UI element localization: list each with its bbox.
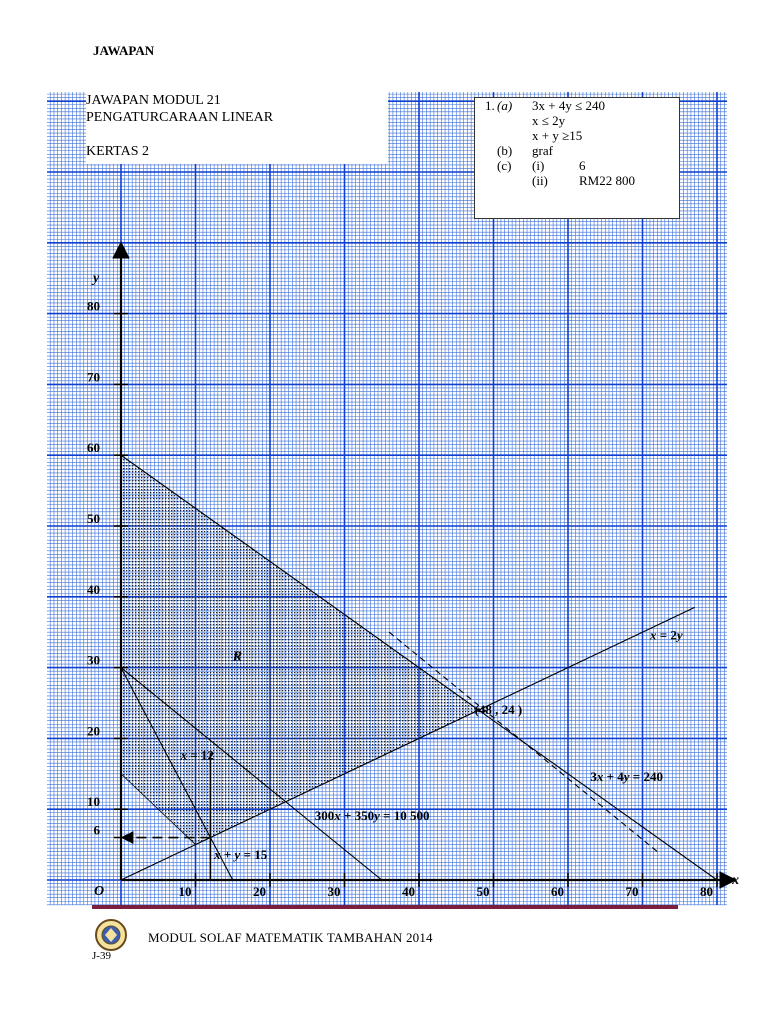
answer-b-text: graf (532, 143, 553, 158)
title-box (86, 92, 388, 164)
y-axis-label: y (93, 271, 100, 287)
equation-label: x + y = 15 (214, 846, 268, 862)
equation-label: 300x + 350y = 10 500 (314, 807, 430, 823)
x-tick-label: 50 (476, 884, 490, 899)
x-tick-label: 70 (625, 884, 639, 899)
answer-a-inequality-1: 3x + 4y ≤ 240 (532, 98, 605, 113)
title-line-topic: PENGATURCARAAN LINEAR (86, 110, 274, 125)
equation-label: x = 2y (649, 627, 683, 643)
title-line-kertas: KERTAS 2 (86, 144, 149, 159)
x-tick-label: 60 (551, 884, 564, 899)
school-crest-icon (94, 918, 128, 952)
answer-c-ii-label: (ii) (532, 173, 548, 188)
answer-c-i-value: 6 (579, 158, 586, 173)
title-line-modul: JAWAPAN MODUL 21 (86, 93, 221, 108)
x-tick-label: 30 (327, 884, 341, 899)
x-tick-label: 40 (402, 884, 415, 899)
optimum-point-label: (48 , 24 ) (474, 702, 523, 718)
equation-label: 3x + 4y = 240 (590, 768, 663, 784)
footer-text: MODUL SOLAF MATEMATIK TAMBAHAN 2014 (148, 930, 433, 945)
x-axis-label: x (732, 873, 740, 888)
y-tick-label: 20 (87, 723, 100, 739)
equation-label: x = 12 (180, 747, 215, 763)
question-number: 1. (485, 98, 495, 113)
y-tick-label: 50 (87, 511, 100, 526)
answer-a-label: (a) (497, 98, 513, 113)
answer-a-inequality-3: x + y ≥15 (532, 128, 583, 143)
answer-b-label: (b) (497, 143, 513, 158)
y-tick-label: 30 (87, 652, 100, 668)
origin-label: O (94, 884, 105, 899)
answer-a-inequality-2: x ≤ 2y (532, 113, 566, 128)
x-tick-label: 20 (253, 884, 266, 899)
y-tick-label: 80 (87, 298, 100, 314)
answer-c-i-label: (i) (532, 158, 545, 173)
x-tick-label: 10 (178, 884, 192, 899)
y-tick-label: 6 (93, 822, 100, 838)
y-tick-label: 70 (87, 369, 100, 385)
answer-c-ii-value: RM22 800 (579, 173, 635, 188)
page-heading: JAWAPAN (93, 43, 155, 58)
y-tick-label: 60 (87, 440, 100, 456)
y-tick-label: 10 (87, 794, 100, 810)
region-label: R (232, 649, 243, 665)
answer-box (474, 97, 680, 219)
page-number: J-39 (92, 950, 111, 962)
x-tick-label: 80 (700, 884, 713, 899)
y-tick-label: 40 (87, 581, 100, 597)
answer-c-label: (c) (497, 158, 512, 173)
